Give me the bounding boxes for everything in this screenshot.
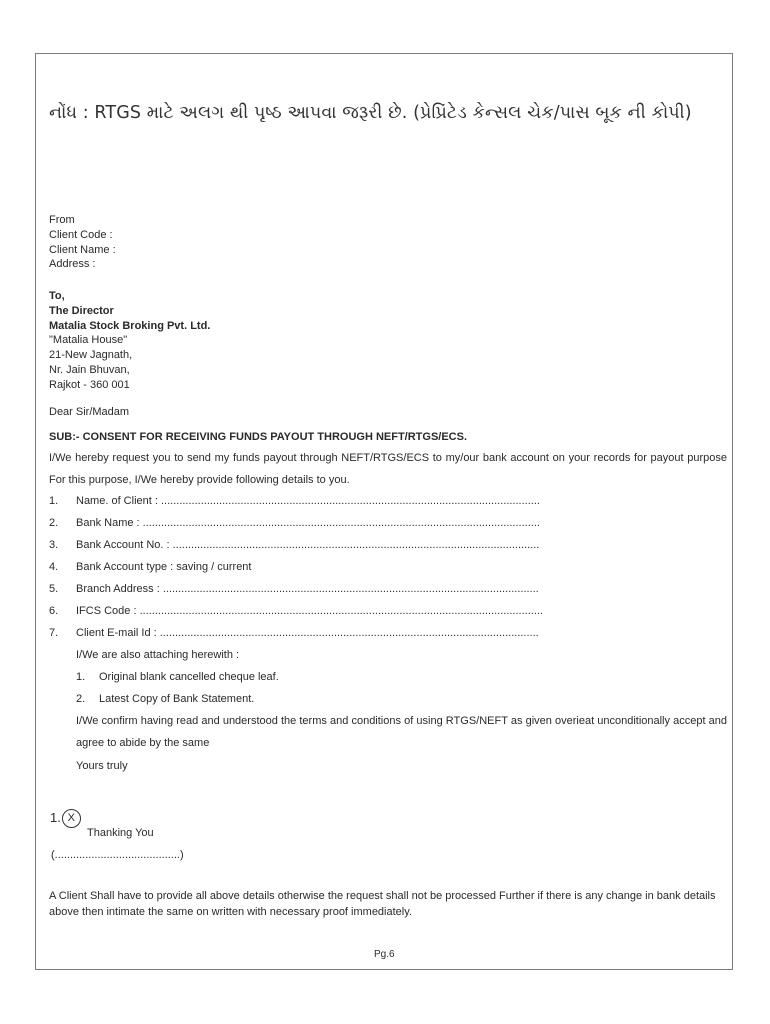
field-branch-address: Branch Address : ........................................................................................................................... <box>76 583 539 595</box>
field-ifcs-code: IFCS Code : .................................................................................................................................... <box>76 605 543 617</box>
recipient-title: The Director <box>49 304 114 317</box>
field-number: 6. <box>49 605 59 617</box>
attachment-item: Original blank cancelled cheque leaf. <box>99 671 279 683</box>
field-client-email: Client E-mail Id : ............................................................................................................................ <box>76 627 539 639</box>
footer-note: A Client Shall have to provide all above details otherwise the request shall not be processed Further if there is any change in bank details above then intimate the same on written with necessary proof immediately. <box>49 890 716 918</box>
field-number: 2. <box>49 517 59 529</box>
field-number: 3. <box>49 539 59 551</box>
salutation: Dear Sir/Madam <box>49 406 130 418</box>
address-label: Address : <box>49 258 96 271</box>
intro-paragraph: I/We hereby request you to send my funds payout through NEFT/RTGS/ECS to my/our bank account on your records for payout purpose For this purpose, I/We hereby provide following details to you. <box>49 452 727 486</box>
field-bank-name: Bank Name : .................................................................................................................................. <box>76 517 540 529</box>
address-line: Nr. Jain Bhuvan, <box>49 363 130 376</box>
thanking-you: Thanking You <box>87 827 154 839</box>
client-code-label: Client Code : <box>49 228 113 241</box>
to-label: To, <box>49 290 65 302</box>
attaching-label: I/We are also attaching herewith : <box>76 649 240 661</box>
field-number: 1. <box>49 495 59 507</box>
from-block <box>49 213 116 272</box>
yours-truly: Yours truly <box>76 760 128 772</box>
field-bank-account-no: Bank Account No. : ........................................................................................................................ <box>76 539 540 551</box>
gujarati-notice: નોંધ : RTGS માટે અલગ થી પૃષ્ઠ આપવા જરૂરી છે. (પ્રેપ્રિંટેડ કેન્સલ ચેક/પાસ બૂક ની કોપી) <box>49 103 692 123</box>
field-account-type: Bank Account type : saving / current <box>76 561 252 573</box>
field-client-name: Name. of Client : ............................................................................................................................ <box>76 495 540 507</box>
address-line: Rajkot - 360 001 <box>49 378 130 391</box>
confirmation-paragraph: I/We confirm having read and understood the terms and conditions of using RTGS/NEFT as given overieat unconditionally accept and agree to abide by the same <box>76 715 727 749</box>
signature-area <box>50 809 81 828</box>
page-number: Pg.6 <box>374 949 395 960</box>
signature-mark-icon: X <box>62 809 81 828</box>
signature-line: (.........................................) <box>51 849 184 861</box>
field-number: 7. <box>49 627 59 639</box>
address-line: "Matalia House" <box>49 334 128 347</box>
address-line: 21-New Jagnath, <box>49 349 133 362</box>
field-number: 4. <box>49 561 59 573</box>
attachment-number: 1. <box>76 671 86 683</box>
signature-number: 1. <box>50 809 61 825</box>
to-block <box>49 289 210 393</box>
from-label: From <box>49 214 75 226</box>
attachment-item: Latest Copy of Bank Statement. <box>99 693 255 705</box>
attachment-number: 2. <box>76 693 86 705</box>
company-name: Matalia Stock Broking Pvt. Ltd. <box>49 319 211 332</box>
field-number: 5. <box>49 583 59 595</box>
client-name-label: Client Name : <box>49 243 116 256</box>
subject-line: SUB:- CONSENT FOR RECEIVING FUNDS PAYOUT THROUGH NEFT/RTGS/ECS. <box>49 431 468 443</box>
